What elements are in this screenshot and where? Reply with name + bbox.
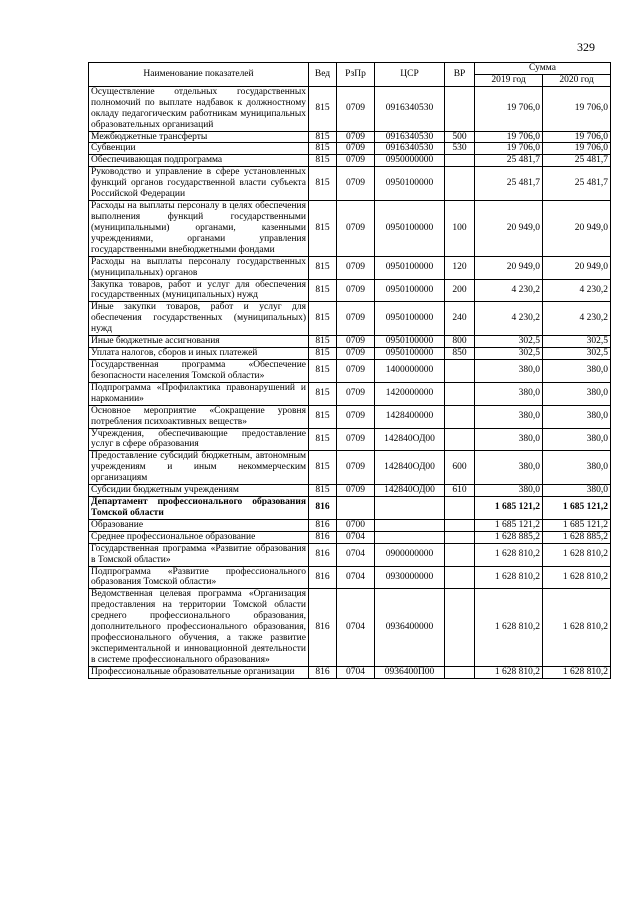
cell-vr	[445, 531, 475, 543]
header-csr: ЦСР	[375, 63, 445, 87]
cell-sum-2020: 302,5	[543, 348, 611, 360]
cell-name: Расходы на выплаты персоналу в целях обеспечения выполнения функций государственными (муниципальными) органами, казенными учреждениями, органами управления государственными внебюджетными фондами	[89, 201, 309, 257]
cell-csr	[375, 497, 445, 520]
cell-csr: 0950100000	[375, 256, 445, 279]
cell-sum-2020: 1 628 810,2	[543, 589, 611, 666]
cell-ved: 815	[309, 451, 337, 485]
header-sum: Сумма	[475, 63, 611, 75]
cell-sum-2019: 4 230,2	[475, 279, 543, 302]
cell-csr	[375, 519, 445, 531]
cell-rzpr: 0709	[337, 143, 375, 155]
table-row	[89, 382, 611, 405]
cell-ved: 815	[309, 201, 337, 257]
cell-sum-2019: 380,0	[475, 485, 543, 497]
cell-sum-2019: 302,5	[475, 348, 543, 360]
cell-name: Уплата налогов, сборов и иных платежей	[89, 348, 309, 360]
header-2019: 2019 год	[475, 74, 543, 86]
table-row	[89, 566, 611, 589]
cell-vr: 600	[445, 451, 475, 485]
cell-csr: 142840ОД00	[375, 451, 445, 485]
cell-sum-2020: 1 628 885,2	[543, 531, 611, 543]
table-row	[89, 531, 611, 543]
cell-sum-2020: 20 949,0	[543, 256, 611, 279]
cell-rzpr: 0709	[337, 451, 375, 485]
cell-csr: 0916340530	[375, 131, 445, 143]
cell-rzpr: 0704	[337, 543, 375, 566]
cell-csr: 142840ОД00	[375, 428, 445, 451]
cell-sum-2020: 380,0	[543, 359, 611, 382]
cell-ved: 816	[309, 519, 337, 531]
cell-vr: 100	[445, 201, 475, 257]
cell-sum-2019: 1 628 810,2	[475, 566, 543, 589]
cell-name: Профессиональные образовательные организации	[89, 666, 309, 678]
cell-vr	[445, 405, 475, 428]
cell-name: Ведомственная целевая программа «Организация предоставления на территории Томской области среднего профессионального образования, дополнительного профессионального образования, профессионального обучения, а также развитие экспериментальной и инновационной деятельности в системе профессионального образования»	[89, 589, 309, 666]
cell-name: Образование	[89, 519, 309, 531]
cell-ved: 815	[309, 86, 337, 131]
table-row	[89, 143, 611, 155]
cell-sum-2019: 25 481,7	[475, 167, 543, 201]
cell-vr: 240	[445, 302, 475, 336]
cell-csr: 142840ОД00	[375, 485, 445, 497]
cell-ved: 815	[309, 348, 337, 360]
cell-ved: 816	[309, 666, 337, 678]
cell-rzpr: 0700	[337, 519, 375, 531]
cell-ved: 816	[309, 497, 337, 520]
cell-name: Руководство и управление в сфере установленных функций органов государственной власти субъекта Российской Федерации	[89, 167, 309, 201]
cell-vr: 200	[445, 279, 475, 302]
cell-rzpr: 0709	[337, 382, 375, 405]
table-body	[89, 86, 611, 678]
cell-ved: 815	[309, 405, 337, 428]
cell-rzpr: 0709	[337, 131, 375, 143]
cell-ved: 815	[309, 382, 337, 405]
cell-csr: 0916340530	[375, 86, 445, 131]
cell-sum-2019: 1 628 810,2	[475, 543, 543, 566]
cell-sum-2019: 380,0	[475, 405, 543, 428]
cell-sum-2020: 1 628 810,2	[543, 666, 611, 678]
cell-sum-2020: 302,5	[543, 336, 611, 348]
table-row	[89, 256, 611, 279]
table-row	[89, 519, 611, 531]
table-row	[89, 428, 611, 451]
cell-name: Учреждения, обеспечивающие предоставление услуг в сфере образования	[89, 428, 309, 451]
cell-sum-2019: 1 685 121,2	[475, 497, 543, 520]
cell-rzpr: 0709	[337, 485, 375, 497]
cell-sum-2020: 380,0	[543, 428, 611, 451]
cell-vr: 120	[445, 256, 475, 279]
table-row	[89, 131, 611, 143]
table-row	[89, 201, 611, 257]
cell-csr: 1420000000	[375, 382, 445, 405]
cell-sum-2020: 20 949,0	[543, 201, 611, 257]
table-row	[89, 336, 611, 348]
cell-sum-2019: 380,0	[475, 428, 543, 451]
cell-vr: 500	[445, 131, 475, 143]
cell-sum-2020: 19 706,0	[543, 143, 611, 155]
cell-ved: 815	[309, 359, 337, 382]
cell-rzpr: 0709	[337, 359, 375, 382]
cell-sum-2019: 19 706,0	[475, 86, 543, 131]
cell-rzpr: 0709	[337, 167, 375, 201]
cell-sum-2019: 380,0	[475, 359, 543, 382]
header-rzpr: РзПр	[337, 63, 375, 87]
cell-ved: 816	[309, 566, 337, 589]
cell-vr: 850	[445, 348, 475, 360]
cell-ved: 815	[309, 336, 337, 348]
cell-vr: 530	[445, 143, 475, 155]
cell-vr	[445, 589, 475, 666]
cell-name: Осуществление отдельных государственных полномочий по выплате надбавок к должностному окладу педагогическим работникам муниципальных образовательных организаций	[89, 86, 309, 131]
cell-sum-2019: 20 949,0	[475, 256, 543, 279]
cell-csr: 1400000000	[375, 359, 445, 382]
cell-sum-2019: 1 685 121,2	[475, 519, 543, 531]
cell-vr	[445, 359, 475, 382]
cell-ved: 816	[309, 543, 337, 566]
table-row	[89, 543, 611, 566]
cell-sum-2020: 380,0	[543, 485, 611, 497]
cell-rzpr: 0704	[337, 666, 375, 678]
cell-csr: 1428400000	[375, 405, 445, 428]
cell-sum-2019: 302,5	[475, 336, 543, 348]
cell-csr: 0930000000	[375, 566, 445, 589]
cell-ved: 815	[309, 256, 337, 279]
header-2020: 2020 год	[543, 74, 611, 86]
cell-rzpr: 0709	[337, 256, 375, 279]
table-header-row	[89, 63, 611, 75]
cell-vr	[445, 497, 475, 520]
cell-rzpr: 0704	[337, 531, 375, 543]
cell-name: Иные закупки товаров, работ и услуг для обеспечения государственных (муниципальных) нужд	[89, 302, 309, 336]
cell-ved: 815	[309, 143, 337, 155]
cell-sum-2020: 1 685 121,2	[543, 519, 611, 531]
cell-rzpr	[337, 497, 375, 520]
cell-sum-2020: 380,0	[543, 451, 611, 485]
cell-sum-2019: 380,0	[475, 451, 543, 485]
cell-vr	[445, 519, 475, 531]
cell-csr: 0950100000	[375, 201, 445, 257]
cell-sum-2020: 25 481,7	[543, 155, 611, 167]
table-row	[89, 359, 611, 382]
cell-sum-2020: 1 685 121,2	[543, 497, 611, 520]
table-row	[89, 155, 611, 167]
header-vr: ВР	[445, 63, 475, 87]
cell-name: Основное мероприятие «Сокращение уровня потребления психоактивных веществ»	[89, 405, 309, 428]
cell-vr	[445, 566, 475, 589]
cell-sum-2020: 380,0	[543, 382, 611, 405]
cell-sum-2019: 19 706,0	[475, 143, 543, 155]
cell-sum-2020: 1 628 810,2	[543, 543, 611, 566]
cell-csr: 0950100000	[375, 348, 445, 360]
cell-name: Субвенции	[89, 143, 309, 155]
table-row	[89, 279, 611, 302]
cell-vr	[445, 428, 475, 451]
cell-name: Расходы на выплаты персоналу государственных (муниципальных) органов	[89, 256, 309, 279]
cell-name: Субсидии бюджетным учреждениям	[89, 485, 309, 497]
cell-vr	[445, 543, 475, 566]
cell-sum-2019: 1 628 810,2	[475, 589, 543, 666]
cell-sum-2020: 4 230,2	[543, 302, 611, 336]
cell-ved: 815	[309, 428, 337, 451]
cell-rzpr: 0709	[337, 348, 375, 360]
cell-rzpr: 0709	[337, 428, 375, 451]
table-row	[89, 589, 611, 666]
cell-sum-2019: 20 949,0	[475, 201, 543, 257]
cell-csr: 0916340530	[375, 143, 445, 155]
cell-vr	[445, 382, 475, 405]
cell-ved: 816	[309, 589, 337, 666]
cell-csr: 0950100000	[375, 302, 445, 336]
cell-sum-2019: 1 628 810,2	[475, 666, 543, 678]
cell-rzpr: 0709	[337, 336, 375, 348]
cell-sum-2020: 19 706,0	[543, 86, 611, 131]
cell-csr: 0900000000	[375, 543, 445, 566]
cell-vr	[445, 86, 475, 131]
cell-name: Среднее профессиональное образование	[89, 531, 309, 543]
cell-vr	[445, 155, 475, 167]
cell-sum-2020: 1 628 810,2	[543, 566, 611, 589]
table-row	[89, 167, 611, 201]
cell-name: Государственная программа «Развитие образования в Томской области»	[89, 543, 309, 566]
table-row	[89, 348, 611, 360]
cell-csr: 0936400000	[375, 589, 445, 666]
cell-name: Иные бюджетные ассигнования	[89, 336, 309, 348]
cell-name: Подпрограмма «Развитие профессионального образования Томской области»	[89, 566, 309, 589]
cell-rzpr: 0709	[337, 302, 375, 336]
cell-sum-2020: 4 230,2	[543, 279, 611, 302]
table-row	[89, 405, 611, 428]
table-row	[89, 497, 611, 520]
cell-vr: 800	[445, 336, 475, 348]
cell-csr	[375, 531, 445, 543]
page-number: 329	[577, 40, 595, 54]
cell-ved: 815	[309, 131, 337, 143]
cell-vr	[445, 666, 475, 678]
cell-name: Департамент профессионального образования Томской области	[89, 497, 309, 520]
header-ved: Вед	[309, 63, 337, 87]
table-row	[89, 302, 611, 336]
header-name: Наименование показателей	[89, 63, 309, 87]
cell-ved: 816	[309, 531, 337, 543]
cell-csr: 0936400П00	[375, 666, 445, 678]
cell-csr: 0950100000	[375, 336, 445, 348]
cell-sum-2019: 380,0	[475, 382, 543, 405]
cell-rzpr: 0709	[337, 201, 375, 257]
cell-csr: 0950100000	[375, 279, 445, 302]
cell-rzpr: 0709	[337, 279, 375, 302]
cell-csr: 0950000000	[375, 155, 445, 167]
table-row	[89, 86, 611, 131]
cell-sum-2019: 4 230,2	[475, 302, 543, 336]
table-row	[89, 485, 611, 497]
cell-sum-2019: 25 481,7	[475, 155, 543, 167]
cell-rzpr: 0704	[337, 566, 375, 589]
cell-ved: 815	[309, 155, 337, 167]
cell-ved: 815	[309, 279, 337, 302]
cell-name: Подпрограмма «Профилактика правонарушений и наркомании»	[89, 382, 309, 405]
cell-csr: 0950100000	[375, 167, 445, 201]
cell-name: Государственная программа «Обеспечение безопасности населения Томской области»	[89, 359, 309, 382]
cell-sum-2020: 380,0	[543, 405, 611, 428]
cell-sum-2020: 19 706,0	[543, 131, 611, 143]
cell-name: Обеспечивающая подпрограмма	[89, 155, 309, 167]
cell-ved: 815	[309, 167, 337, 201]
cell-rzpr: 0704	[337, 589, 375, 666]
cell-name: Закупка товаров, работ и услуг для обеспечения государственных (муниципальных) нужд	[89, 279, 309, 302]
cell-rzpr: 0709	[337, 155, 375, 167]
cell-sum-2019: 19 706,0	[475, 131, 543, 143]
cell-rzpr: 0709	[337, 86, 375, 131]
table-row	[89, 666, 611, 678]
cell-vr	[445, 167, 475, 201]
cell-ved: 815	[309, 302, 337, 336]
cell-name: Межбюджетные трансферты	[89, 131, 309, 143]
cell-sum-2020: 25 481,7	[543, 167, 611, 201]
cell-sum-2019: 1 628 885,2	[475, 531, 543, 543]
cell-vr: 610	[445, 485, 475, 497]
cell-ved: 815	[309, 485, 337, 497]
cell-name: Предоставление субсидий бюджетным, автономным учреждениям и иным некоммерческим организациям	[89, 451, 309, 485]
table-row	[89, 451, 611, 485]
budget-table	[88, 62, 611, 679]
cell-rzpr: 0709	[337, 405, 375, 428]
